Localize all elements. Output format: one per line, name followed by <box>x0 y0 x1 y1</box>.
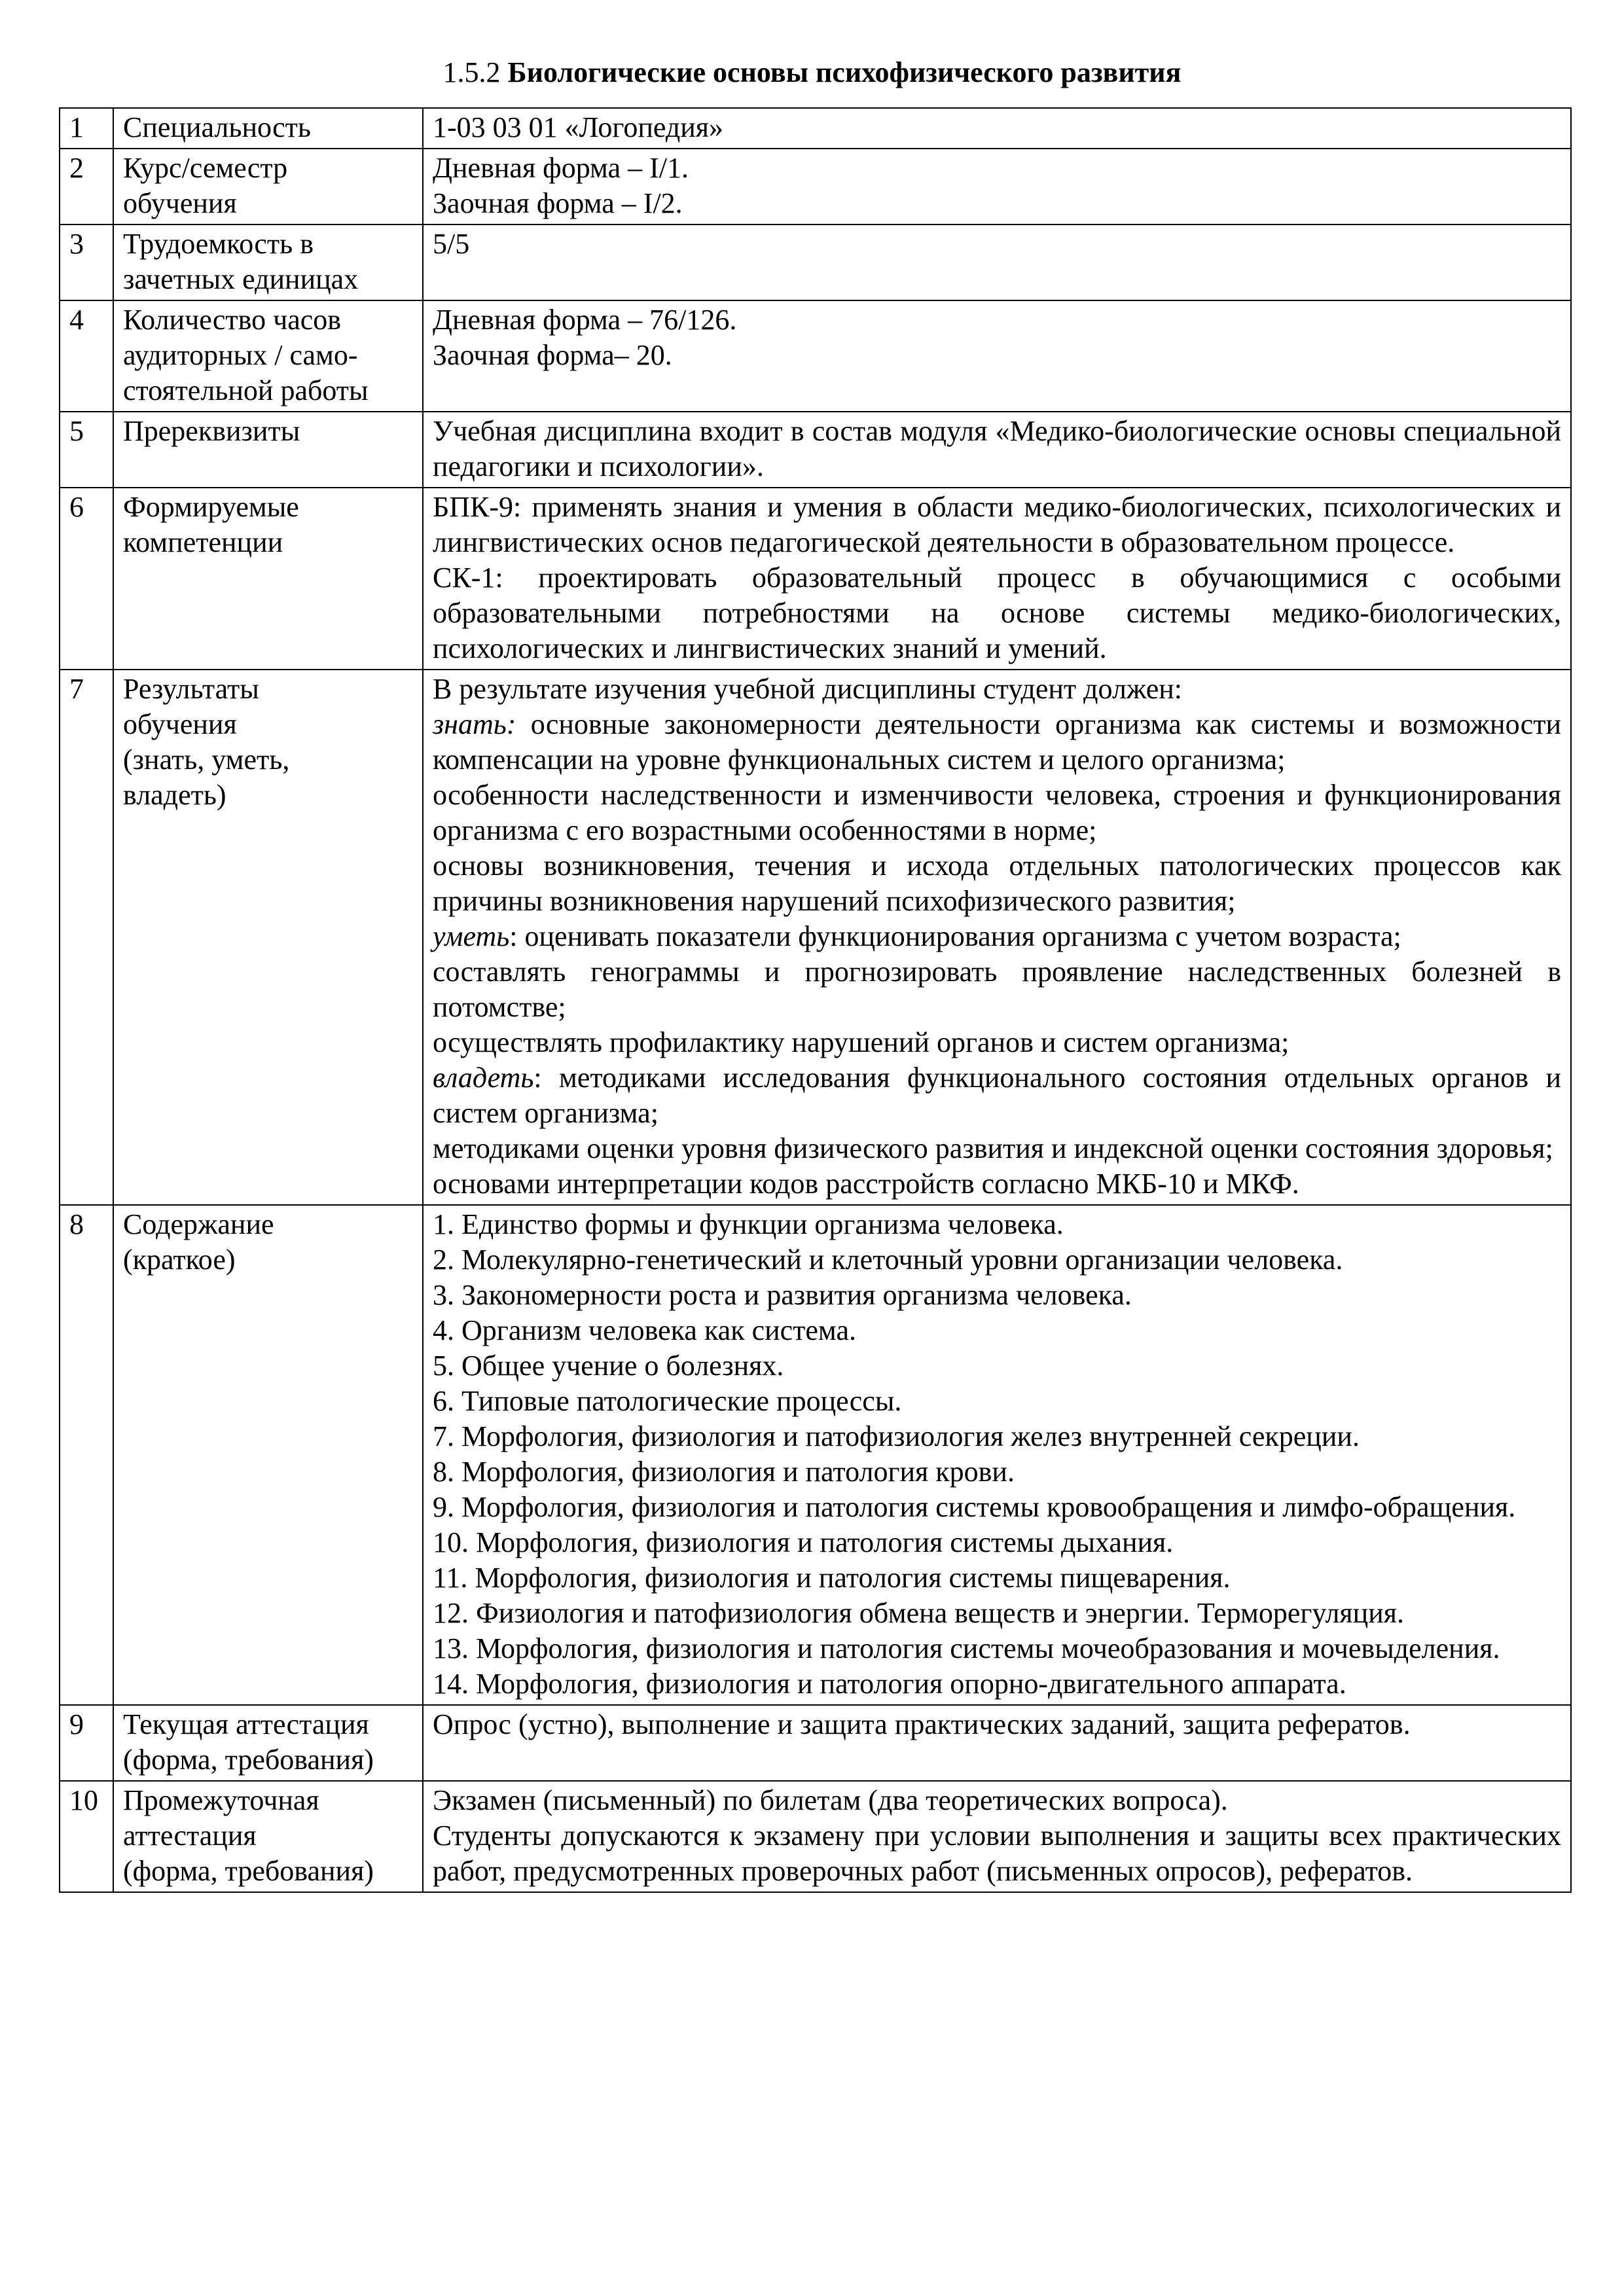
row-value-line: Заочная форма – I/2. <box>433 187 683 219</box>
row-value <box>423 149 1571 224</box>
content-item: 12. Физиология и патофизиология обмена веществ и энергии. Терморегуляция. <box>433 1597 1404 1629</box>
row-number: 8 <box>60 1205 113 1705</box>
row-label-line: Текущая аттестация <box>123 1708 369 1740</box>
table-row <box>60 1705 1571 1781</box>
row-label-line: Формируемые <box>123 491 299 523</box>
know-item: особенности наследственности и изменчивости человека, строения и функционирования организма с его возрастными особенностями в норме; <box>433 779 1561 846</box>
table-row <box>60 149 1571 224</box>
row-value <box>423 1705 1571 1781</box>
row-label-line: компетенции <box>123 526 283 558</box>
table-row <box>60 488 1571 670</box>
row-label <box>113 488 423 670</box>
content-item: 7. Морфология, физиология и патофизиология желез внутренней секреции. <box>433 1420 1360 1452</box>
content-item: 10. Морфология, физиология и патология системы дыхания. <box>433 1526 1174 1558</box>
row-value-line: Экзамен (письменный) по билетам (два теоретических вопроса). <box>433 1784 1228 1816</box>
row-label-line: стоятельной работы <box>123 374 369 406</box>
section-number: 1.5.2 <box>442 56 501 88</box>
row-label <box>113 108 423 149</box>
content-item: 8. Морфология, физиология и патология крови. <box>433 1456 1015 1488</box>
own-item: методиками оценки уровня физического развития и индексной оценки состояния здоровья; <box>433 1132 1553 1164</box>
row-label-line: владеть) <box>123 779 226 811</box>
row-label <box>113 300 423 412</box>
table-row <box>60 224 1571 300</box>
discipline-table <box>59 107 1572 1893</box>
row-label <box>113 412 423 488</box>
can-item: осуществлять профилактику нарушений органов и систем организма; <box>433 1026 1290 1058</box>
row-value-line: Дневная форма – 76/126. <box>433 304 737 336</box>
row-label-line: обучения <box>123 708 237 740</box>
row-value <box>423 488 1571 670</box>
row-value <box>423 412 1571 488</box>
table-row <box>60 300 1571 412</box>
results-own <box>433 1060 1561 1131</box>
row-number: 5 <box>60 412 113 488</box>
row-label-line: Трудоемкость в <box>123 228 314 260</box>
row-value <box>423 224 1571 300</box>
table-row <box>60 1205 1571 1705</box>
row-number: 4 <box>60 300 113 412</box>
row-value-line: Учебная дисциплина входит в состав модуля «Медико-биологические основы специальной педагогики и психологии». <box>433 415 1561 482</box>
own-item: : методиками исследования функционального состояния отдельных органов и систем организма; <box>433 1062 1561 1129</box>
row-value <box>423 1781 1571 1892</box>
table-row <box>60 412 1571 488</box>
content-item: 14. Морфология, физиология и патология опорно-двигательного аппарата. <box>433 1668 1346 1700</box>
content-item: 9. Морфология, физиология и патология системы кровообращения и лимфо-обращения. <box>433 1491 1516 1523</box>
know-item: основные закономерности деятельности организма как системы и возможности компенсации на уровне функциональных систем и целого организма; <box>433 708 1562 776</box>
row-label-line: зачетных единицах <box>123 263 359 295</box>
row-value-line: 1-03 03 01 «Логопедия» <box>433 111 724 143</box>
table-row <box>60 108 1571 149</box>
row-label <box>113 224 423 300</box>
row-value <box>423 670 1571 1205</box>
row-number: 10 <box>60 1781 113 1892</box>
row-label-line: Промежуточная <box>123 1784 319 1816</box>
page-title <box>0 55 1624 90</box>
content-item: 5. Общее учение о болезнях. <box>433 1350 784 1382</box>
row-value <box>423 1205 1571 1705</box>
content-item: 1. Единство формы и функции организма человека. <box>433 1208 1064 1240</box>
row-label-line: Содержание <box>123 1208 274 1240</box>
row-number: 9 <box>60 1705 113 1781</box>
row-label-line: (знать, уметь, <box>123 744 290 776</box>
section-name: Биологические основы психофизического развития <box>507 56 1182 88</box>
can-item: составлять генограммы и прогнозировать проявление наследственных болезней в потомстве; <box>433 956 1561 1023</box>
row-label-line: обучения <box>123 187 237 219</box>
row-label-line: Курс/семестр <box>123 152 288 184</box>
row-number: 3 <box>60 224 113 300</box>
row-label-line: Пререквизиты <box>123 415 300 447</box>
content-item: 2. Молекулярно-генетический и клеточный уровни организации человека. <box>433 1244 1343 1276</box>
row-label-line: (форма, требования) <box>123 1744 374 1776</box>
results-can <box>433 919 1561 954</box>
row-label <box>113 1705 423 1781</box>
row-number: 1 <box>60 108 113 149</box>
row-value-line: Заочная форма– 20. <box>433 339 672 371</box>
own-item: основами интерпретации кодов расстройств согласно МКБ-10 и МКФ. <box>433 1168 1299 1200</box>
content-item: 3. Закономерности роста и развития организма человека. <box>433 1279 1132 1311</box>
row-label-line: (краткое) <box>123 1244 236 1276</box>
can-lead: уметь <box>433 920 510 952</box>
content-item: 13. Морфология, физиология и патология системы мочеобразования и мочевыделения. <box>433 1632 1500 1664</box>
row-value-line: Студенты допускаются к экзамену при условии выполнения и защиты всех практических работ, предусмотренных проверочных работ (письменных опросов), рефератов. <box>433 1820 1561 1887</box>
row-label-line: аттестация <box>123 1820 257 1852</box>
row-label-line: Специальность <box>123 111 311 143</box>
content-item: 6. Типовые патологические процессы. <box>433 1385 902 1417</box>
results-know <box>433 707 1561 778</box>
content-item: 11. Морфология, физиология и патология системы пищеварения. <box>433 1562 1231 1594</box>
table-row <box>60 670 1571 1205</box>
own-lead: владеть <box>433 1062 534 1094</box>
know-lead: знать: <box>433 708 516 740</box>
row-label-line: Количество часов <box>123 304 342 336</box>
can-item: : оценивать показатели функционирования организма с учетом возраста; <box>509 920 1401 952</box>
row-label <box>113 1781 423 1892</box>
row-value <box>423 108 1571 149</box>
row-value <box>423 300 1571 412</box>
results-intro: В результате изучения учебной дисциплины студент должен: <box>433 673 1183 705</box>
row-label <box>113 149 423 224</box>
row-value-line: Опрос (устно), выполнение и защита практических заданий, защита рефератов. <box>433 1708 1411 1740</box>
row-value-line: Дневная форма – I/1. <box>433 152 689 184</box>
row-label <box>113 1205 423 1705</box>
row-number: 7 <box>60 670 113 1205</box>
content-item: 4. Организм человека как система. <box>433 1314 857 1346</box>
know-item: основы возникновения, течения и исхода отдельных патологических процессов как причины возникновения нарушений психофизического развития; <box>433 850 1561 917</box>
table-row <box>60 1781 1571 1892</box>
row-label-line: Результаты <box>123 673 259 705</box>
row-label-line: аудиторных / само- <box>123 339 358 371</box>
competence-bpk9: БПК-9: применять знания и умения в области медико-биологических, психологических и лингвистических основ педагогической деятельности в образовательном процессе. <box>433 491 1561 558</box>
row-value-line: 5/5 <box>433 228 470 260</box>
row-label <box>113 670 423 1205</box>
row-number: 6 <box>60 488 113 670</box>
row-label-line: (форма, требования) <box>123 1855 374 1887</box>
competence-sk1: СК-1: проектировать образовательный процесс в обучающимися с особыми образовательными потребностями на основе системы медико-биологических, психологических и лингвистических знаний и умений. <box>433 562 1561 664</box>
row-number: 2 <box>60 149 113 224</box>
